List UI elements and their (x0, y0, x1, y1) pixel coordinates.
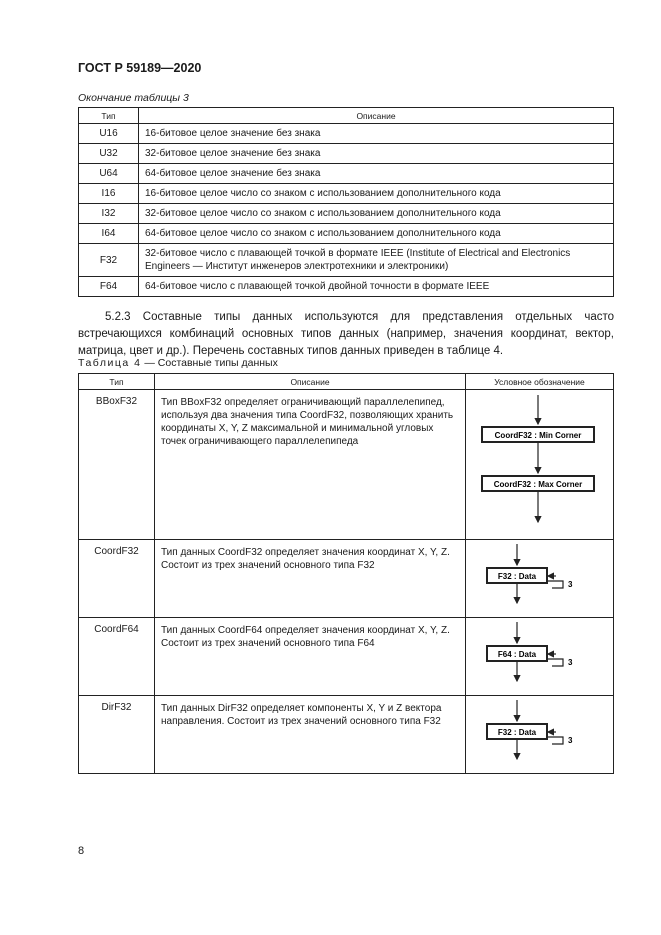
cell-symbol (465, 618, 613, 696)
cell-type: CoordF32 (79, 540, 155, 618)
cell-type: U32 (79, 144, 139, 164)
cell-type: I64 (79, 224, 139, 244)
table3 (78, 107, 614, 297)
table4-caption-label: Таблица 4 (78, 357, 142, 369)
repeat-count: 3 (567, 580, 573, 589)
cell-description: 16-битовое целое значение без знака (139, 124, 614, 144)
table-row (79, 224, 614, 244)
table-header-row (79, 374, 614, 390)
column-header-type: Тип (79, 374, 155, 390)
cell-type: I16 (79, 184, 139, 204)
box-min-corner: CoordF32 : Min Corner (494, 431, 582, 440)
repeat-diagram (466, 540, 613, 611)
cell-description: Тип данных DirF32 определяет компоненты X, Y и Z вектора направления. Состоит из трех значений основного типа F32 (155, 696, 466, 774)
cell-description: Тип данных CoordF32 определяет значения координат X, Y, Z. Состоит из трех значений основного типа F32 (155, 540, 466, 618)
table-row (79, 204, 614, 224)
repeat-diagram (466, 696, 613, 767)
table-row (79, 277, 614, 297)
column-header-description: Описание (139, 108, 614, 124)
cell-type: BBoxF32 (79, 390, 155, 540)
column-header-description: Описание (155, 374, 466, 390)
cell-type: U64 (79, 164, 139, 184)
cell-description: Тип данных CoordF64 определяет значения координат X, Y, Z. Состоит из трех значений основного типа F64 (155, 618, 466, 696)
cell-description: 64-битовое целое значение без знака (139, 164, 614, 184)
box-data: F64 : Data (497, 650, 537, 659)
cell-description: 32-битовое целое число со знаком с использованием дополнительного кода (139, 204, 614, 224)
cell-type: CoordF64 (79, 618, 155, 696)
table4-caption-text: — Составные типы данных (141, 357, 278, 369)
body-paragraph (78, 309, 614, 360)
table-row (79, 696, 614, 774)
cell-description: Тип BBoxF32 определяет ограничивающий параллелепипед, используя два значения типа CoordF32, позволяющих хранить координаты X, Y, Z максимальной и минимальной угловых точек ограничивающего параллелепипеда (155, 390, 466, 540)
table4 (78, 373, 614, 774)
table-row (79, 618, 614, 696)
table-row (79, 390, 614, 540)
cell-type: I32 (79, 204, 139, 224)
cell-description: 64-битовое целое число со знаком с использованием дополнительного кода (139, 224, 614, 244)
cell-symbol (465, 540, 613, 618)
table4-caption (78, 357, 278, 369)
column-header-symbol: Условное обозначение (465, 374, 613, 390)
cell-type: F64 (79, 277, 139, 297)
cell-symbol (465, 696, 613, 774)
table-row (79, 164, 614, 184)
cell-type: DirF32 (79, 696, 155, 774)
cell-symbol (465, 390, 613, 540)
cell-type: U16 (79, 124, 139, 144)
table-row (79, 124, 614, 144)
box-data: F32 : Data (497, 572, 537, 581)
cell-description: 32-битовое число с плавающей точкой в формате IEEE (Institute of Electrical and Electronics Engineers — Институт инженеров электротехники и электроники) (139, 244, 614, 277)
bbox-diagram (466, 390, 613, 533)
table-header-row (79, 108, 614, 124)
box-data: F32 : Data (497, 728, 537, 737)
cell-description: 64-битовое число с плавающей точкой двойной точности в формате IEEE (139, 277, 614, 297)
page-number: 8 (78, 845, 85, 857)
table-row (79, 184, 614, 204)
box-max-corner: CoordF32 : Max Corner (493, 480, 583, 489)
repeat-count: 3 (567, 736, 573, 745)
table-row (79, 144, 614, 164)
column-header-type: Тип (79, 108, 139, 124)
cell-description: 16-битовое целое число со знаком с использованием дополнительного кода (139, 184, 614, 204)
document-header: ГОСТ Р 59189—2020 (78, 61, 202, 75)
table3-caption: Окончание таблицы 3 (78, 92, 189, 104)
cell-type: F32 (79, 244, 139, 277)
paragraph-text: 5.2.3 Составные типы данных используются для представления отдельных часто встречающихся комбинаций основных типов данных (например, значения координат, вектор, матрица, цвет и др.). Перечень составных типов данных приведен в таблице 4. (78, 311, 614, 357)
repeat-diagram (466, 618, 613, 689)
table-row (79, 540, 614, 618)
table-row (79, 244, 614, 277)
cell-description: 32-битовое целое значение без знака (139, 144, 614, 164)
repeat-count: 3 (567, 658, 573, 667)
